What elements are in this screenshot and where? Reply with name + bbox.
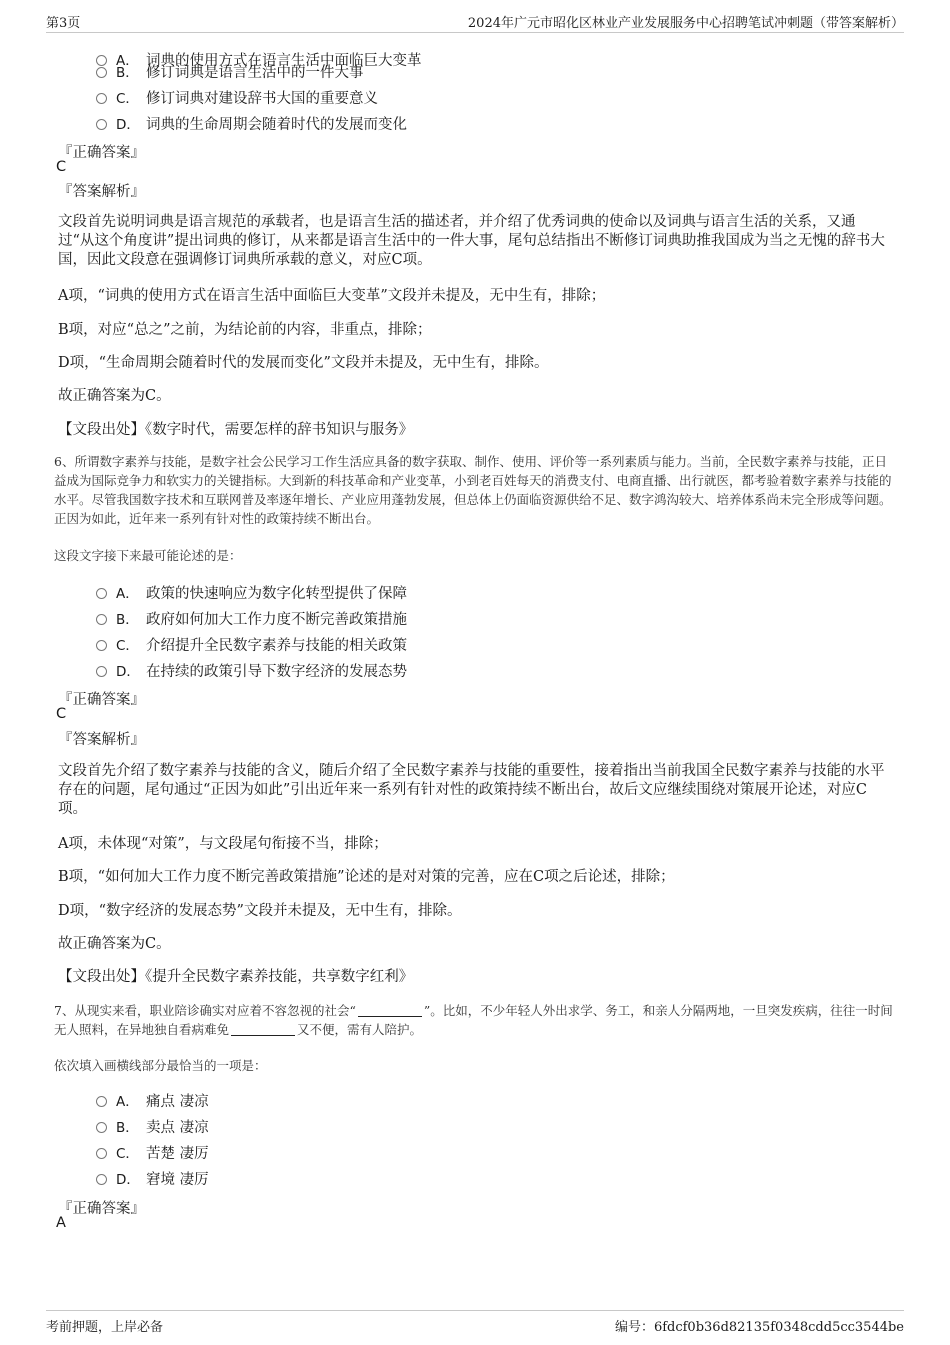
radio-icon[interactable]: [96, 93, 107, 104]
radio-icon[interactable]: [96, 67, 107, 78]
q5-answer-label: 『正确答案』: [58, 145, 145, 161]
q5-option-a[interactable]: A． 词典的使用方式在语言生活中面临巨大变革: [96, 49, 422, 70]
q5-answer: C: [56, 159, 67, 175]
q5-source: 【文段出处】《数字时代，需要怎样的辞书知识与服务》: [58, 422, 414, 438]
radio-icon[interactable]: [96, 614, 107, 625]
q6-option-b[interactable]: B． 政府如何加大工作力度不断完善政策措施: [96, 608, 407, 629]
q6-option-d[interactable]: D． 在持续的政策引导下数字经济的发展态势: [96, 660, 407, 681]
fill-blank-1[interactable]: [358, 1004, 422, 1017]
page-header: [46, 10, 904, 33]
q6-analysis-label: 『答案解析』: [58, 732, 145, 748]
q6-answer-label: 『正确答案』: [58, 692, 145, 708]
q7-option-b[interactable]: B． 卖点 凄凉: [96, 1116, 209, 1137]
radio-icon[interactable]: [96, 1096, 107, 1107]
q6-answer: C: [56, 706, 67, 722]
document-title: 2024年广元市昭化区林业产业发展服务中心招聘笔试冲刺题（带答案解析）: [467, 16, 904, 31]
radio-icon[interactable]: [96, 1148, 107, 1159]
q6-option-a[interactable]: A． 政策的快速响应为数字化转型提供了保障: [96, 582, 407, 603]
q6-stem: 6、所谓数字素养与技能，是数字社会公民学习工作生活应具备的数字获取、制作、使用、评价等一系列素质与能力。当前，全民数字素养与技能，正日益成为国际竞争力和软实力的关键指标。大到新的科技革命和产业变革，小到老百姓每天的消费支付、电商直播、出行就医，都考验着数字素养与技能的水平。尽管我国数字技术和互联网普及率逐年增长、产业应用蓬勃发展，但总体上仍面临资源供给不足、数字鸿沟较大、培养体系尚未完全形成等问题。正因为如此，近年来一系列有针对性的政策持续不断出台。: [54, 454, 892, 526]
radio-icon[interactable]: [96, 1122, 107, 1133]
q5-analysis: 文段首先说明词典是语言规范的承载者，也是语言生活的描述者，并介绍了优秀词典的使命以及词典与语言生活的关系，又通过“从这个角度讲”提出词典的修订，从来都是语言生活中的一件大事，尾句总结指出不断修订词典助推我国成为当之无愧的辞书大国，因此文段意在强调修订词典所承载的意义，对应C项。: [58, 214, 885, 268]
q5-option-c[interactable]: C． 修订词典对建设辞书大国的重要意义: [96, 87, 378, 108]
q7-option-c[interactable]: C． 苦楚 凄厉: [96, 1142, 209, 1163]
radio-icon[interactable]: [96, 588, 107, 599]
radio-icon[interactable]: [96, 640, 107, 651]
q7-prompt: 依次填入画横线部分最恰当的一项是：: [54, 1058, 267, 1073]
q5-note-b: B项，对应“总之”之前，为结论前的内容，非重点，排除；: [58, 322, 432, 338]
q5-conclusion: 故正确答案为C。: [58, 388, 171, 404]
q6-note-a: A项，未体现“对策”，与文段尾句衔接不当，排除；: [58, 836, 388, 852]
q7-option-d[interactable]: D． 窘境 凄厉: [96, 1168, 209, 1189]
q5-note-d: D项，“生命周期会随着时代的发展而变化”文段并未提及，无中生有，排除。: [58, 355, 549, 371]
document-id: 编号：6fdcf0b36d82135f0348cdd5cc3544be: [614, 1320, 904, 1335]
fill-blank-2[interactable]: [231, 1023, 295, 1036]
q6-note-b: B项，“如何加大工作力度不断完善政策措施”论述的是对对策的完善，应在C项之后论述，排除；: [58, 869, 675, 885]
q7-option-a[interactable]: A． 痛点 凄凉: [96, 1090, 209, 1111]
q6-note-d: D项，“数字经济的发展态势”文段并未提及，无中生有，排除。: [58, 903, 462, 919]
q5-option-b[interactable]: B． 修订词典是语言生活中的一件大事: [96, 61, 364, 82]
page-footer: [46, 1310, 904, 1337]
q7-answer-label: 『正确答案』: [58, 1201, 145, 1217]
footer-slogan: 考前押题，上岸必备: [46, 1320, 164, 1335]
q7-answer: A: [56, 1215, 66, 1231]
q6-analysis: 文段首先介绍了数字素养与技能的含义，随后介绍了全民数字素养与技能的重要性，接着指出当前我国全民数字素养与技能的水平存在的问题，尾句通过“正因为如此”引出近年来一系列有针对性的政策持续不断出台，故后文应继续围绕对策展开论述，对应C项。: [58, 763, 885, 817]
radio-icon[interactable]: [96, 666, 107, 677]
q5-analysis-label: 『答案解析』: [58, 184, 145, 200]
page-number: 第3页: [46, 16, 81, 31]
radio-icon[interactable]: [96, 119, 107, 130]
q5-option-d[interactable]: D． 词典的生命周期会随着时代的发展而变化: [96, 113, 407, 134]
radio-icon[interactable]: [96, 1174, 107, 1185]
q6-option-c[interactable]: C． 介绍提升全民数字素养与技能的相关政策: [96, 634, 407, 655]
q6-prompt: 这段文字接下来最可能论述的是：: [54, 548, 242, 563]
q6-source: 【文段出处】《提升全民数字素养技能，共享数字红利》: [58, 969, 414, 985]
q7-stem: 7、从现实来看，职业陪诊确实对应着不容忽视的社会“ ”。比如，不少年轻人外出求学、务工，和亲人分隔两地，一旦突发疾病，往往一时间无人照料，在异地独自看病难免 又不便，需有人陪护。: [54, 1003, 893, 1037]
q6-conclusion: 故正确答案为C。: [58, 936, 171, 952]
q5-note-a: A项，“词典的使用方式在语言生活中面临巨大变革”文段并未提及，无中生有，排除；: [58, 288, 606, 304]
